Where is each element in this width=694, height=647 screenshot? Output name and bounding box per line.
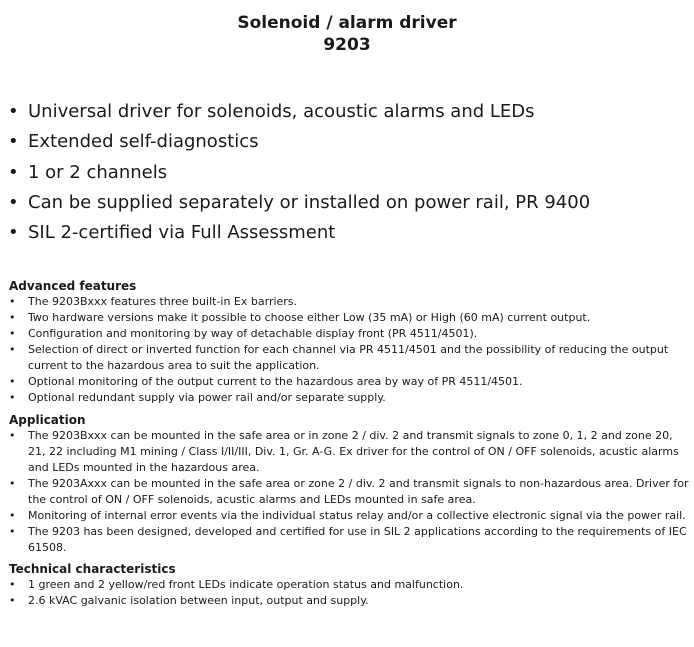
highlight-text: SIL 2-certified via Full Assessment	[28, 222, 336, 244]
technical-item	[9, 593, 689, 609]
highlight-item	[8, 127, 688, 157]
highlight-text: 1 or 2 channels	[28, 161, 168, 183]
advanced-feature-item	[9, 310, 689, 326]
document-title-block	[0, 12, 694, 56]
bullet-icon: •	[9, 327, 16, 340]
bullet-icon: •	[8, 131, 19, 153]
technical-characteristics-list	[9, 577, 689, 609]
advanced-feature-text: Configuration and monitoring by way of detachable display front (PR 4511/4501).	[28, 327, 478, 340]
highlights-list	[8, 97, 688, 248]
application-item	[9, 428, 689, 476]
bullet-icon: •	[9, 429, 16, 442]
highlight-text: Extended self-diagnostics	[28, 131, 259, 153]
advanced-feature-item	[9, 390, 689, 406]
advanced-feature-item	[9, 342, 689, 374]
bullet-icon: •	[9, 391, 16, 404]
bullet-icon: •	[9, 311, 16, 324]
bullet-icon: •	[9, 578, 16, 591]
bullet-icon: •	[9, 509, 16, 522]
advanced-features-list	[9, 294, 689, 406]
advanced-feature-text: Optional redundant supply via power rail and/or separate supply.	[28, 391, 386, 404]
technical-text: 1 green and 2 yellow/red front LEDs indicate operation status and malfunction.	[28, 578, 464, 591]
technical-text: 2.6 kVAC galvanic isolation between input, output and supply.	[28, 594, 369, 607]
application-text: The 9203 has been designed, developed and certified for use in SIL 2 applications according to the requirements of IEC 61508.	[28, 525, 687, 554]
advanced-feature-item	[9, 326, 689, 342]
highlight-text: Universal driver for solenoids, acoustic alarms and LEDs	[28, 101, 535, 122]
bullet-icon: •	[9, 295, 16, 308]
advanced-features-heading: Advanced features	[9, 279, 137, 293]
detail-sections	[9, 278, 689, 609]
advanced-feature-text: The 9203Bxxx features three built-in Ex barriers.	[28, 295, 298, 308]
application-text: Monitoring of internal error events via the individual status relay and/or a collective electronic signal via the power rail.	[28, 509, 686, 522]
application-item	[9, 524, 689, 556]
highlight-item	[8, 97, 688, 127]
application-list	[9, 428, 689, 556]
highlight-item	[8, 218, 688, 248]
product-title: Solenoid / alarm driver	[237, 13, 457, 33]
advanced-feature-item	[9, 374, 689, 390]
application-heading: Application	[9, 413, 86, 427]
technical-characteristics-heading: Technical characteristics	[9, 562, 176, 576]
bullet-icon: •	[8, 161, 19, 183]
bullet-icon: •	[8, 222, 19, 244]
advanced-feature-item	[9, 294, 689, 310]
bullet-icon: •	[9, 343, 16, 356]
application-text: The 9203Axxx can be mounted in the safe area or zone 2 / div. 2 and transmit signals to non-hazardous area. Driver for the control of ON / OFF solenoids, acustic alarms and LEDs mounted in safe area.	[28, 477, 689, 506]
technical-item	[9, 577, 689, 593]
bullet-icon: •	[8, 101, 19, 122]
bullet-icon: •	[8, 191, 19, 213]
highlight-item	[8, 188, 688, 218]
bullet-icon: •	[9, 477, 16, 490]
advanced-feature-text: Optional monitoring of the output current to the hazardous area by way of PR 4511/4501.	[28, 375, 523, 388]
bullet-icon: •	[9, 525, 16, 538]
advanced-feature-text: Two hardware versions make it possible to choose either Low (35 mA) or High (60 mA) current output.	[28, 311, 591, 324]
application-item	[9, 508, 689, 524]
highlight-item	[8, 158, 688, 188]
advanced-feature-text: Selection of direct or inverted function for each channel via PR 4511/4501 and the possibility of reducing the output current to the hazardous area to suit the application.	[28, 343, 669, 372]
application-text: The 9203Bxxx can be mounted in the safe area or in zone 2 / div. 2 and transmit signals to zone 0, 1, 2 and zone 20, 21, 22 including M1 mining / Class I/II/III, Div. 1, Gr. A-G. Ex driver for the control of ON / OFF solenoids, acustic alarms and LEDs mounted in the hazardous area.	[28, 429, 679, 474]
bullet-icon: •	[9, 594, 16, 607]
highlight-text: Can be supplied separately or installed on power rail, PR 9400	[28, 191, 591, 213]
application-item	[9, 476, 689, 508]
product-model-number: 9203	[323, 35, 371, 55]
bullet-icon: •	[9, 375, 16, 388]
